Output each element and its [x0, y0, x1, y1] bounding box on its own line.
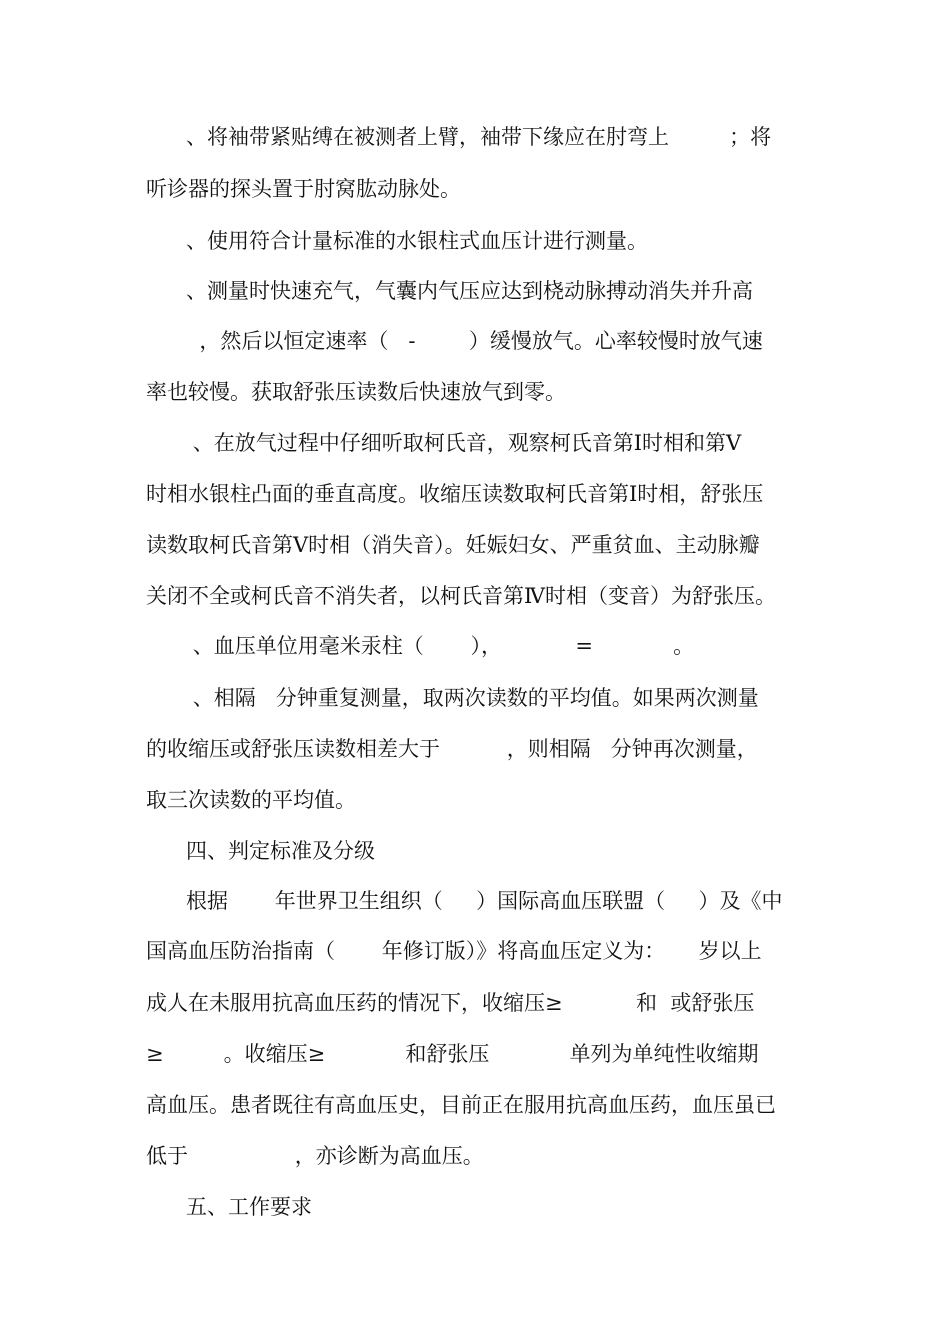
text-line: 根据 年世界卫生组织（ ）国际高血压联盟（ ）及《中	[146, 889, 783, 913]
text-line: 、在放气过程中仔细听取柯氏音，观察柯氏音第Ⅰ时相和第Ⅴ	[146, 431, 742, 455]
text-line: 、使用符合计量标准的水银柱式血压计进行测量。	[146, 229, 649, 253]
section-heading: 五、工作要求	[146, 1195, 313, 1219]
text-line: 国高血压防治指南（ 年修订版）》将高血压定义为： 岁以上	[146, 939, 762, 963]
text-line: 时相水银柱凸面的垂直高度。收缩压读数取柯氏音第Ⅰ时相，舒张压	[146, 482, 764, 506]
text-line: 的收缩压或舒张压读数相差大于 ，则相隔 分钟再次测量，	[146, 737, 758, 761]
text-line: ，然后以恒定速率（ - ）缓慢放气。心率较慢时放气速	[146, 329, 763, 353]
text-line: ≥ 。收缩压≥ 和舒张压 单列为单纯性收缩期	[146, 1042, 759, 1066]
section-heading: 四、判定标准及分级	[146, 839, 376, 863]
text-line: 听诊器的探头置于肘窝肱动脉处。	[146, 177, 461, 201]
text-line: 读数取柯氏音第Ⅴ时相（消失音）。妊娠妇女、严重贫血、主动脉瓣	[146, 533, 760, 557]
text-line: 成人在未服用抗高血压药的情况下，收缩压≥ 和 或舒张压	[146, 991, 755, 1015]
text-line: 、血压单位用毫米汞柱（ ）， = 。	[146, 634, 695, 658]
text-line: 高血压。患者既往有高血压史，目前正在服用抗高血压药，血压虽已	[146, 1093, 776, 1117]
text-line: 率也较慢。获取舒张压读数后快速放气到零。	[146, 380, 566, 404]
text-line: 、测量时快速充气，气囊内气压应达到桡动脉搏动消失并升高	[146, 279, 754, 303]
text-line: 低于 ，亦诊断为高血压。	[146, 1144, 484, 1168]
text-line: 、相隔 分钟重复测量，取两次读数的平均值。如果两次测量	[146, 686, 759, 710]
text-line: 、将袖带紧贴缚在被测者上臂，袖带下缘应在肘弯上 ；将	[146, 125, 772, 149]
text-line: 取三次读数的平均值。	[146, 788, 356, 812]
text-line: 关闭不全或柯氏音不消失者，以柯氏音第Ⅳ时相（变音）为舒张压。	[146, 584, 776, 608]
